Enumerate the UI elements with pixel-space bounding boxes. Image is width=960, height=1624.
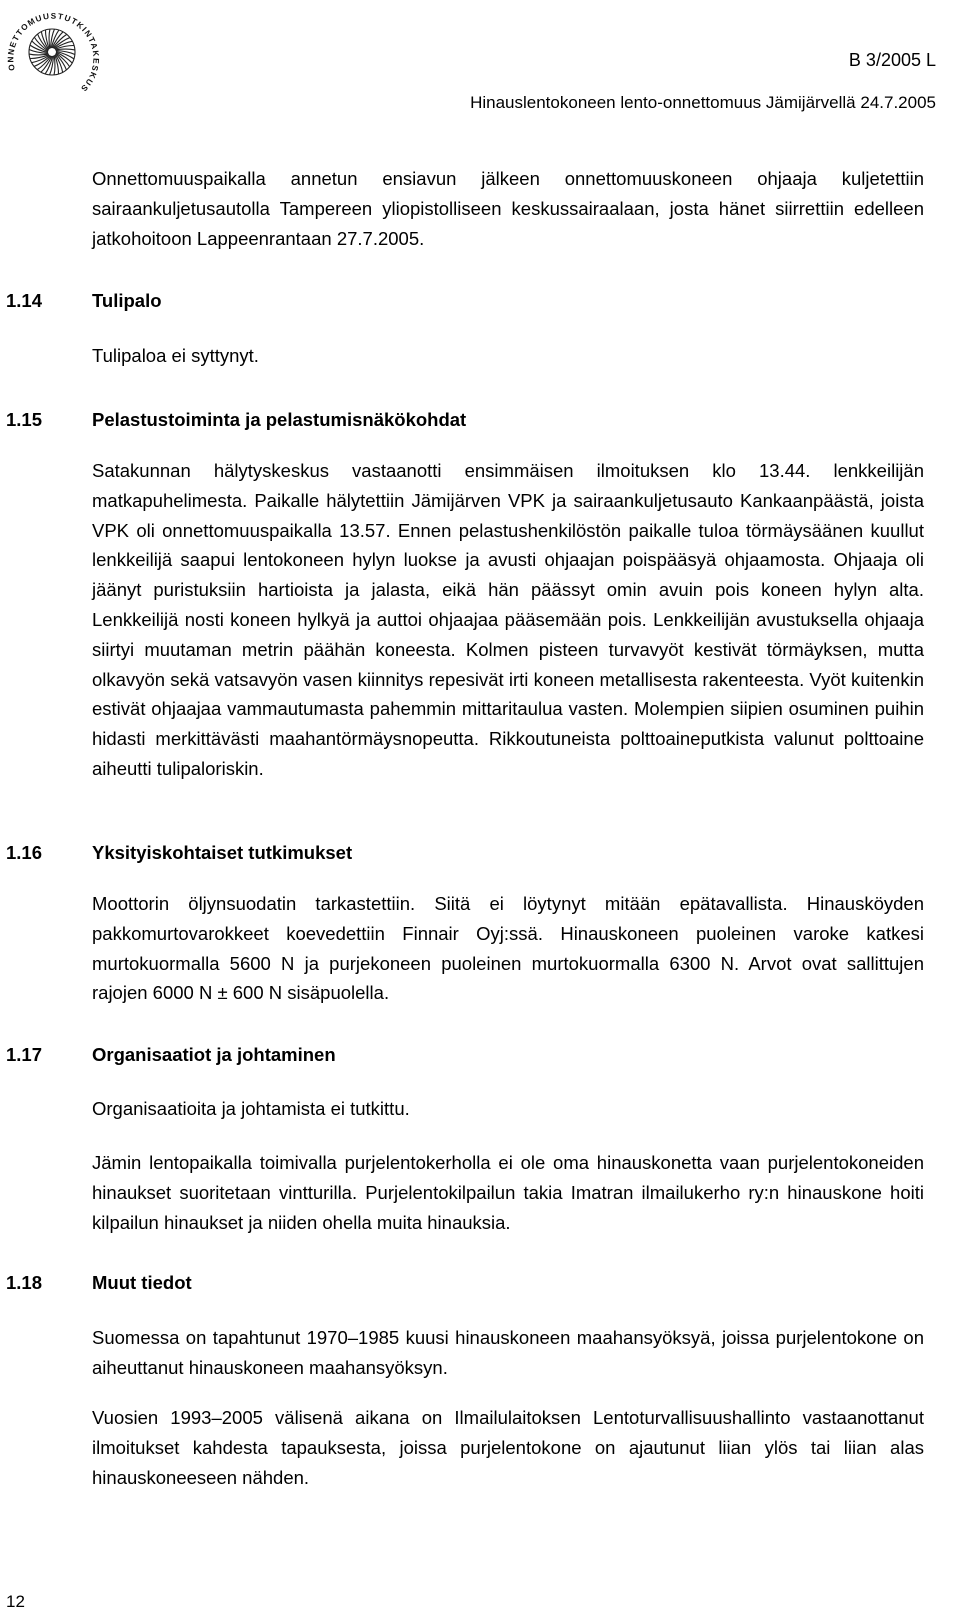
section-paragraph: Vuosien 1993–2005 välisenä aikana on Ilmailulaitoksen Lentoturvallisuushallinto vastaanottanut ilmoitukset kahdesta tapauksesta, joissa purjelentokone on ajautunut liian ylös tai liian alas hinauskoneeseen nähden. <box>92 1407 924 1488</box>
section-title: Tulipalo <box>92 290 162 311</box>
section-paragraph: Suomessa on tapahtunut 1970–1985 kuusi hinauskoneen maahansyöksyä, joissa purjelentokone on aiheuttanut hinauskoneen maahansyöksyn. <box>92 1327 924 1378</box>
section-paragraph: Satakunnan hälytyskeskus vastaanotti ensimmäisen ilmoituksen klo 13.44. lenkkeilijän matkapuhelimesta. Paikalle hälytettiin Jämijärven VPK ja sairaankuljetusauto Kankaanpäästä, joista VPK oli onnettomuuspaikalla 13.57. Ennen pelastushenkilöstön paikalle tuloa törmäysäänen kuullut lenkkeilijä saapui lentokoneen hylyn luokse ja avusti ohjaajan poispääsyä ohjaamosta. Ohjaaja oli jäänyt puristuksiin hartioista ja jalasta, eikä hän päässyt omin avuin pois koneen hylyn alta. Lenkkeilijä nosti koneen hylkyä ja auttoi ohjaajaa pääsemään pois. Lenkkeilijän avustuksella ohjaaja siirtyi muutaman metrin päähän koneesta. Kolmen pisteen turvavyöt kestivät törmäyksen, mutta olkavyön sekä vatsavyön vasen kiinnitys repesivät irti koneen metallisesta rakenteesta. Vyöt kuitenkin estivät ohjaajaa vammautumasta pahemmin mittaritaulua vasten. Molempien siipien osuminen puihin hidasti merkittävästi maahantörmäysnopeutta. Rikkoutuneista polttoaineputkista valunut polttoaine aiheutti tulipaloriskin. <box>92 460 924 779</box>
svg-text:ONNETTOMUUSTUTKINTAKESKUS <box>6 12 100 94</box>
document-title: Hinauslentokoneen lento-onnettomuus Jämijärvellä 24.7.2005 <box>470 93 936 112</box>
section-paragraph: Organisaatioita ja johtamista ei tutkittu. <box>92 1098 410 1119</box>
logo-text: ONNETTOMUUSTUTKINTAKESKUS <box>6 11 101 94</box>
logo-starburst-icon <box>29 29 75 75</box>
section-title: Yksityiskohtaiset tutkimukset <box>92 842 353 863</box>
section-number: 1.17 <box>6 1044 43 1065</box>
logo-ray <box>55 49 75 50</box>
intro-paragraph: Onnettomuuspaikalla annetun ensiavun jälkeen onnettomuuskoneen ohjaaja kuljetettiin sairaankuljetusautolla Tampereen yliopistolliseen keskussairaalaan, josta hänet siirrettiin edelleen jatkohoitoon Lappeenrantaan 27.7.2005. <box>92 168 924 249</box>
section-number: 1.14 <box>6 290 43 311</box>
section-paragraph: Jämin lentopaikalla toimivalla purjelentokerholla ei ole oma hinauskonetta vaan purjelentokoneiden hinaukset suoritetaan vintturilla. Purjelentokilpailun takia Imatran ilmailukerho ry:n hinauskone hoiti kilpailun hinaukset ja niiden ohella muita hinauksia. <box>92 1152 924 1233</box>
onnettomuustutkintakeskus-logo <box>0 0 106 106</box>
section-number: 1.15 <box>6 409 43 430</box>
section-number: 1.16 <box>6 842 43 863</box>
logo-ray <box>54 55 55 75</box>
section-title: Organisaatiot ja johtaminen <box>92 1044 336 1065</box>
section-title: Pelastustoiminta ja pelastumisnäkökohdat <box>92 409 467 430</box>
section-paragraph: Moottorin öljynsuodatin tarkastettiin. Siitä ei löytynyt mitään epätavallista. Hinausköyden pakkomurtovarokkeet koevedettiin Finnair Oyj:ssä. Hinauskoneen puoleinen varoke katkesi murtokuormalla 5600 N ja purjekoneen puoleinen murtokuormalla 6300 N. Arvot ovat sallittujen rajojen 6000 N ± 600 N sisäpuolella. <box>92 893 924 1004</box>
logo-ray <box>49 29 50 49</box>
logo-ray <box>29 54 49 55</box>
section-number: 1.18 <box>6 1272 43 1293</box>
section-paragraph: Tulipaloa ei syttynyt. <box>92 345 259 366</box>
document-code: B 3/2005 L <box>848 50 936 70</box>
page-number: 12 <box>6 1592 25 1611</box>
section-title: Muut tiedot <box>92 1272 192 1293</box>
